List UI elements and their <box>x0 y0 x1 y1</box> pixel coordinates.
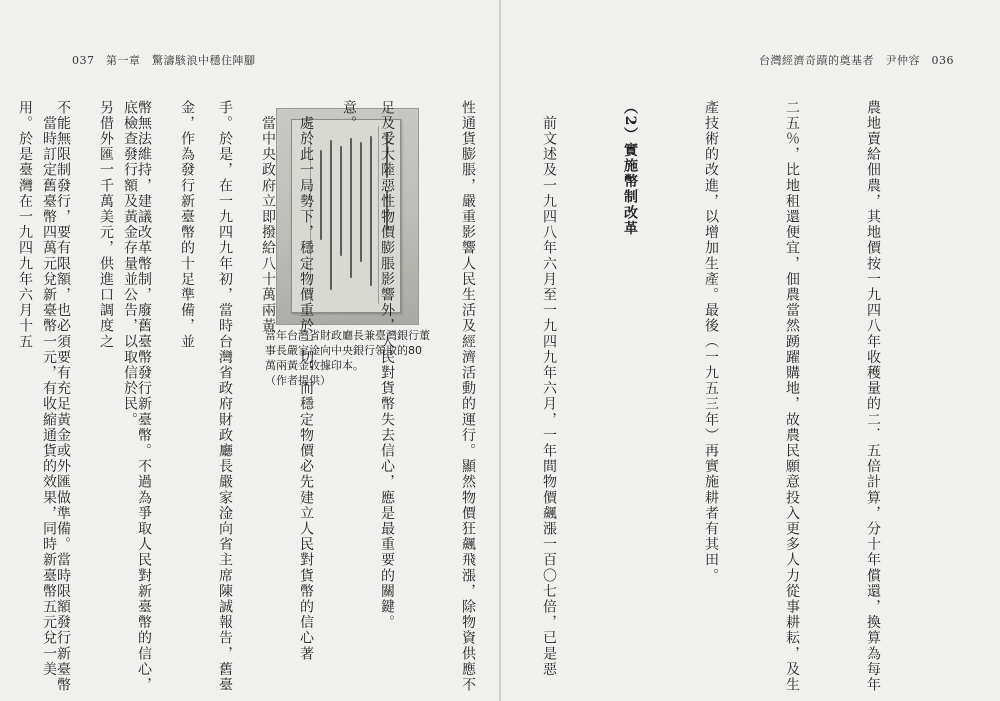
text-column: 不能無限制發行，要有限額，也必須要有充足黃金或外匯做準備。當時限額發行新臺幣 <box>55 100 71 693</box>
right-running-head <box>759 52 954 68</box>
text-column: 意。 <box>341 100 357 132</box>
text-column: 前文述及一九四八年六月至一九四九年六月，一年間物價飆漲一百〇七倍，已是惡 <box>541 100 557 678</box>
text-column: 手。於是，在一九四九年初，當時台灣省政府財政廳長嚴家淦向省主席陳誠報告，舊臺 <box>217 100 233 693</box>
photo-caption-text: 當年台灣省財政廳長兼臺灣銀行董事長嚴家淦向中央銀行領取的80萬兩黃金收據印本。 <box>265 329 430 372</box>
text-column: 處於此一局勢下，穩定物價重於一切，而穩定物價必先建立人民對貨幣的信心著 <box>298 100 314 662</box>
text-column: 底檢查發行額及黃金存量並公告，以取信於民。 <box>122 100 138 428</box>
chapter-title: 驚濤駭浪中穩住陣腳 <box>152 54 256 67</box>
book-title: 台灣經濟奇蹟的奠基者 <box>759 54 874 67</box>
text-column: 當時訂定舊臺幣四萬元兌新臺幣一元，有收縮通貨的效果，同時新臺幣五元兌一美 <box>41 100 57 678</box>
text-column: 產技術的改進，以增加生產。最後（一九五三年）再實施耕者有其田。 <box>703 100 719 584</box>
text-column: 另借外匯一千萬美元，供進口調度之 <box>98 100 114 350</box>
author-name: 尹仲容 <box>885 54 920 67</box>
right-text-block <box>0 100 940 693</box>
section-heading: （2）實施幣制改革 <box>622 100 638 237</box>
text-column: 幣無法維持，建議改革幣制，廢舊臺幣發行新臺幣。不過為爭取人民對新臺幣的信心， <box>136 100 152 693</box>
text-column: 二五％，比地租還便宜，佃農當然踴躍購地，故農民願意投入更多人力從事耕耘，及生 <box>784 100 800 693</box>
photo-credit: （作者提供） <box>265 374 331 387</box>
text-column: 當中央政府立即撥給八十萬兩黃 <box>260 100 276 334</box>
text-column: 性通貨膨脹，嚴重影響人民生活及經濟活動的運行。顯然物價狂飆飛漲，除物資供應不 <box>460 100 476 693</box>
text-column: 用。於是臺灣在一九四九年六月十五 <box>17 100 33 350</box>
text-column: 農地賣給佃農，其地價按一九四八年收穫量的二．五倍計算，分十年償還，換算為每年 <box>865 100 881 693</box>
chapter-label: 第一章 <box>106 54 141 67</box>
right-page-number: 036 <box>931 54 954 67</box>
text-column: 金，作為發行新臺幣的十足準備，並 <box>179 100 195 350</box>
left-page-number: 037 <box>72 54 95 67</box>
left-running-head <box>72 52 256 68</box>
text-column: 足及受大陸惡性物價膨脹影響外，人民對貨幣失去信心，應是最重要的關鍵。 <box>379 100 395 631</box>
